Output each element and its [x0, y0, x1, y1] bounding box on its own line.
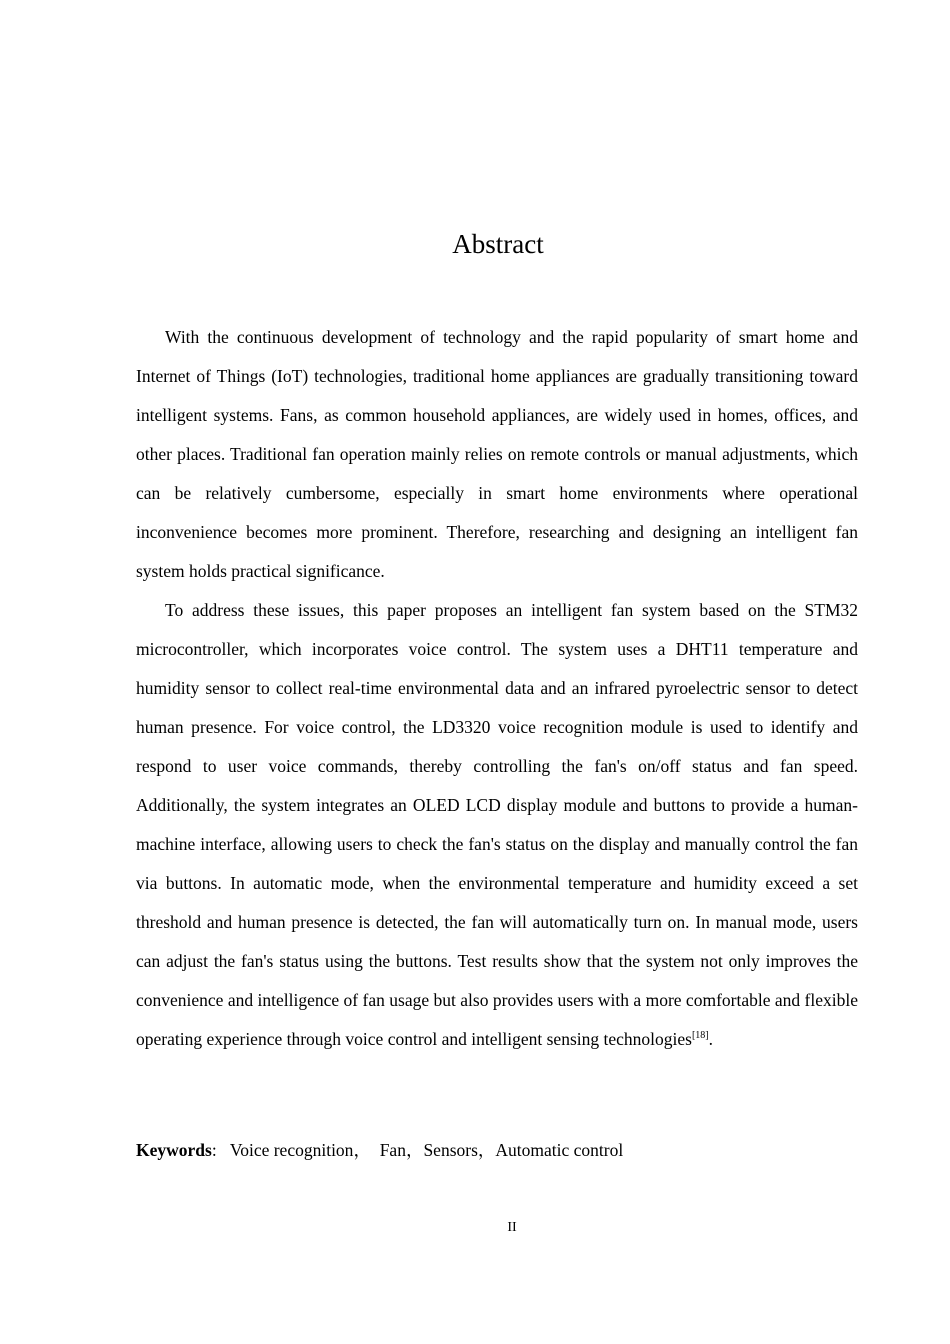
abstract-title: Abstract	[452, 229, 544, 259]
abstract-paragraph-2	[136, 591, 858, 1059]
keywords-label: Keywords	[136, 1140, 212, 1160]
paragraph-1-text: With the continuous development of technology and the rapid popularity of smart home and Internet of Things (IoT) technologies, traditional home appliances are gradually transitioning toward intelligent systems. Fans, as common household appliances, are widely used in homes, offices, and other places. Traditional fan operation mainly relies on remote controls or manual adjustments, which can be relatively cumbersome, especially in smart home environments where operational inconvenience becomes more prominent. Therefore, researching and designing an intelligent fan system holds practical significance.	[136, 327, 858, 581]
keyword-item: Fan	[379, 1140, 406, 1160]
paragraph-2-text: To address these issues, this paper proposes an intelligent fan system based on the STM32 microcontroller, which incorporates voice control. The system uses a DHT11 temperature and humidity sensor to collect real-time environmental data and an infrared pyroelectric sensor to detect human presence. For voice control, the LD3320 voice recognition module is used to identify and respond to user voice commands, thereby controlling the fan's on/off status and fan speed. Additionally, the system integrates an OLED LCD display module and buttons to provide a human-machine interface, allowing users to check the fan's status on the display and manually control the fan via buttons. In automatic mode, when the environmental temperature and humidity exceed a set threshold and human presence is detected, the fan will automatically turn on. In manual mode, users can adjust the fan's status using the buttons. Test results show that the system not only improves the convenience and intelligence of fan usage but also provides users with a more comfortable and flexible operating experience through voice control and intelligent sensing technologies	[136, 600, 858, 1049]
citation-reference: [18]	[691, 1030, 709, 1041]
keyword-item: Voice recognition	[229, 1140, 354, 1160]
keyword-item: Sensors	[423, 1140, 478, 1160]
keywords-separator: :	[211, 1140, 217, 1160]
keyword-item: Automatic control	[495, 1140, 624, 1160]
paragraph-2-end: .	[708, 1029, 713, 1049]
abstract-body	[136, 318, 858, 1059]
abstract-paragraph-1	[136, 318, 858, 591]
page-number: II	[507, 1220, 517, 1235]
keywords-line: Keywords: Voice recognition， Fan，Sensors，Automatic control	[136, 1140, 624, 1160]
